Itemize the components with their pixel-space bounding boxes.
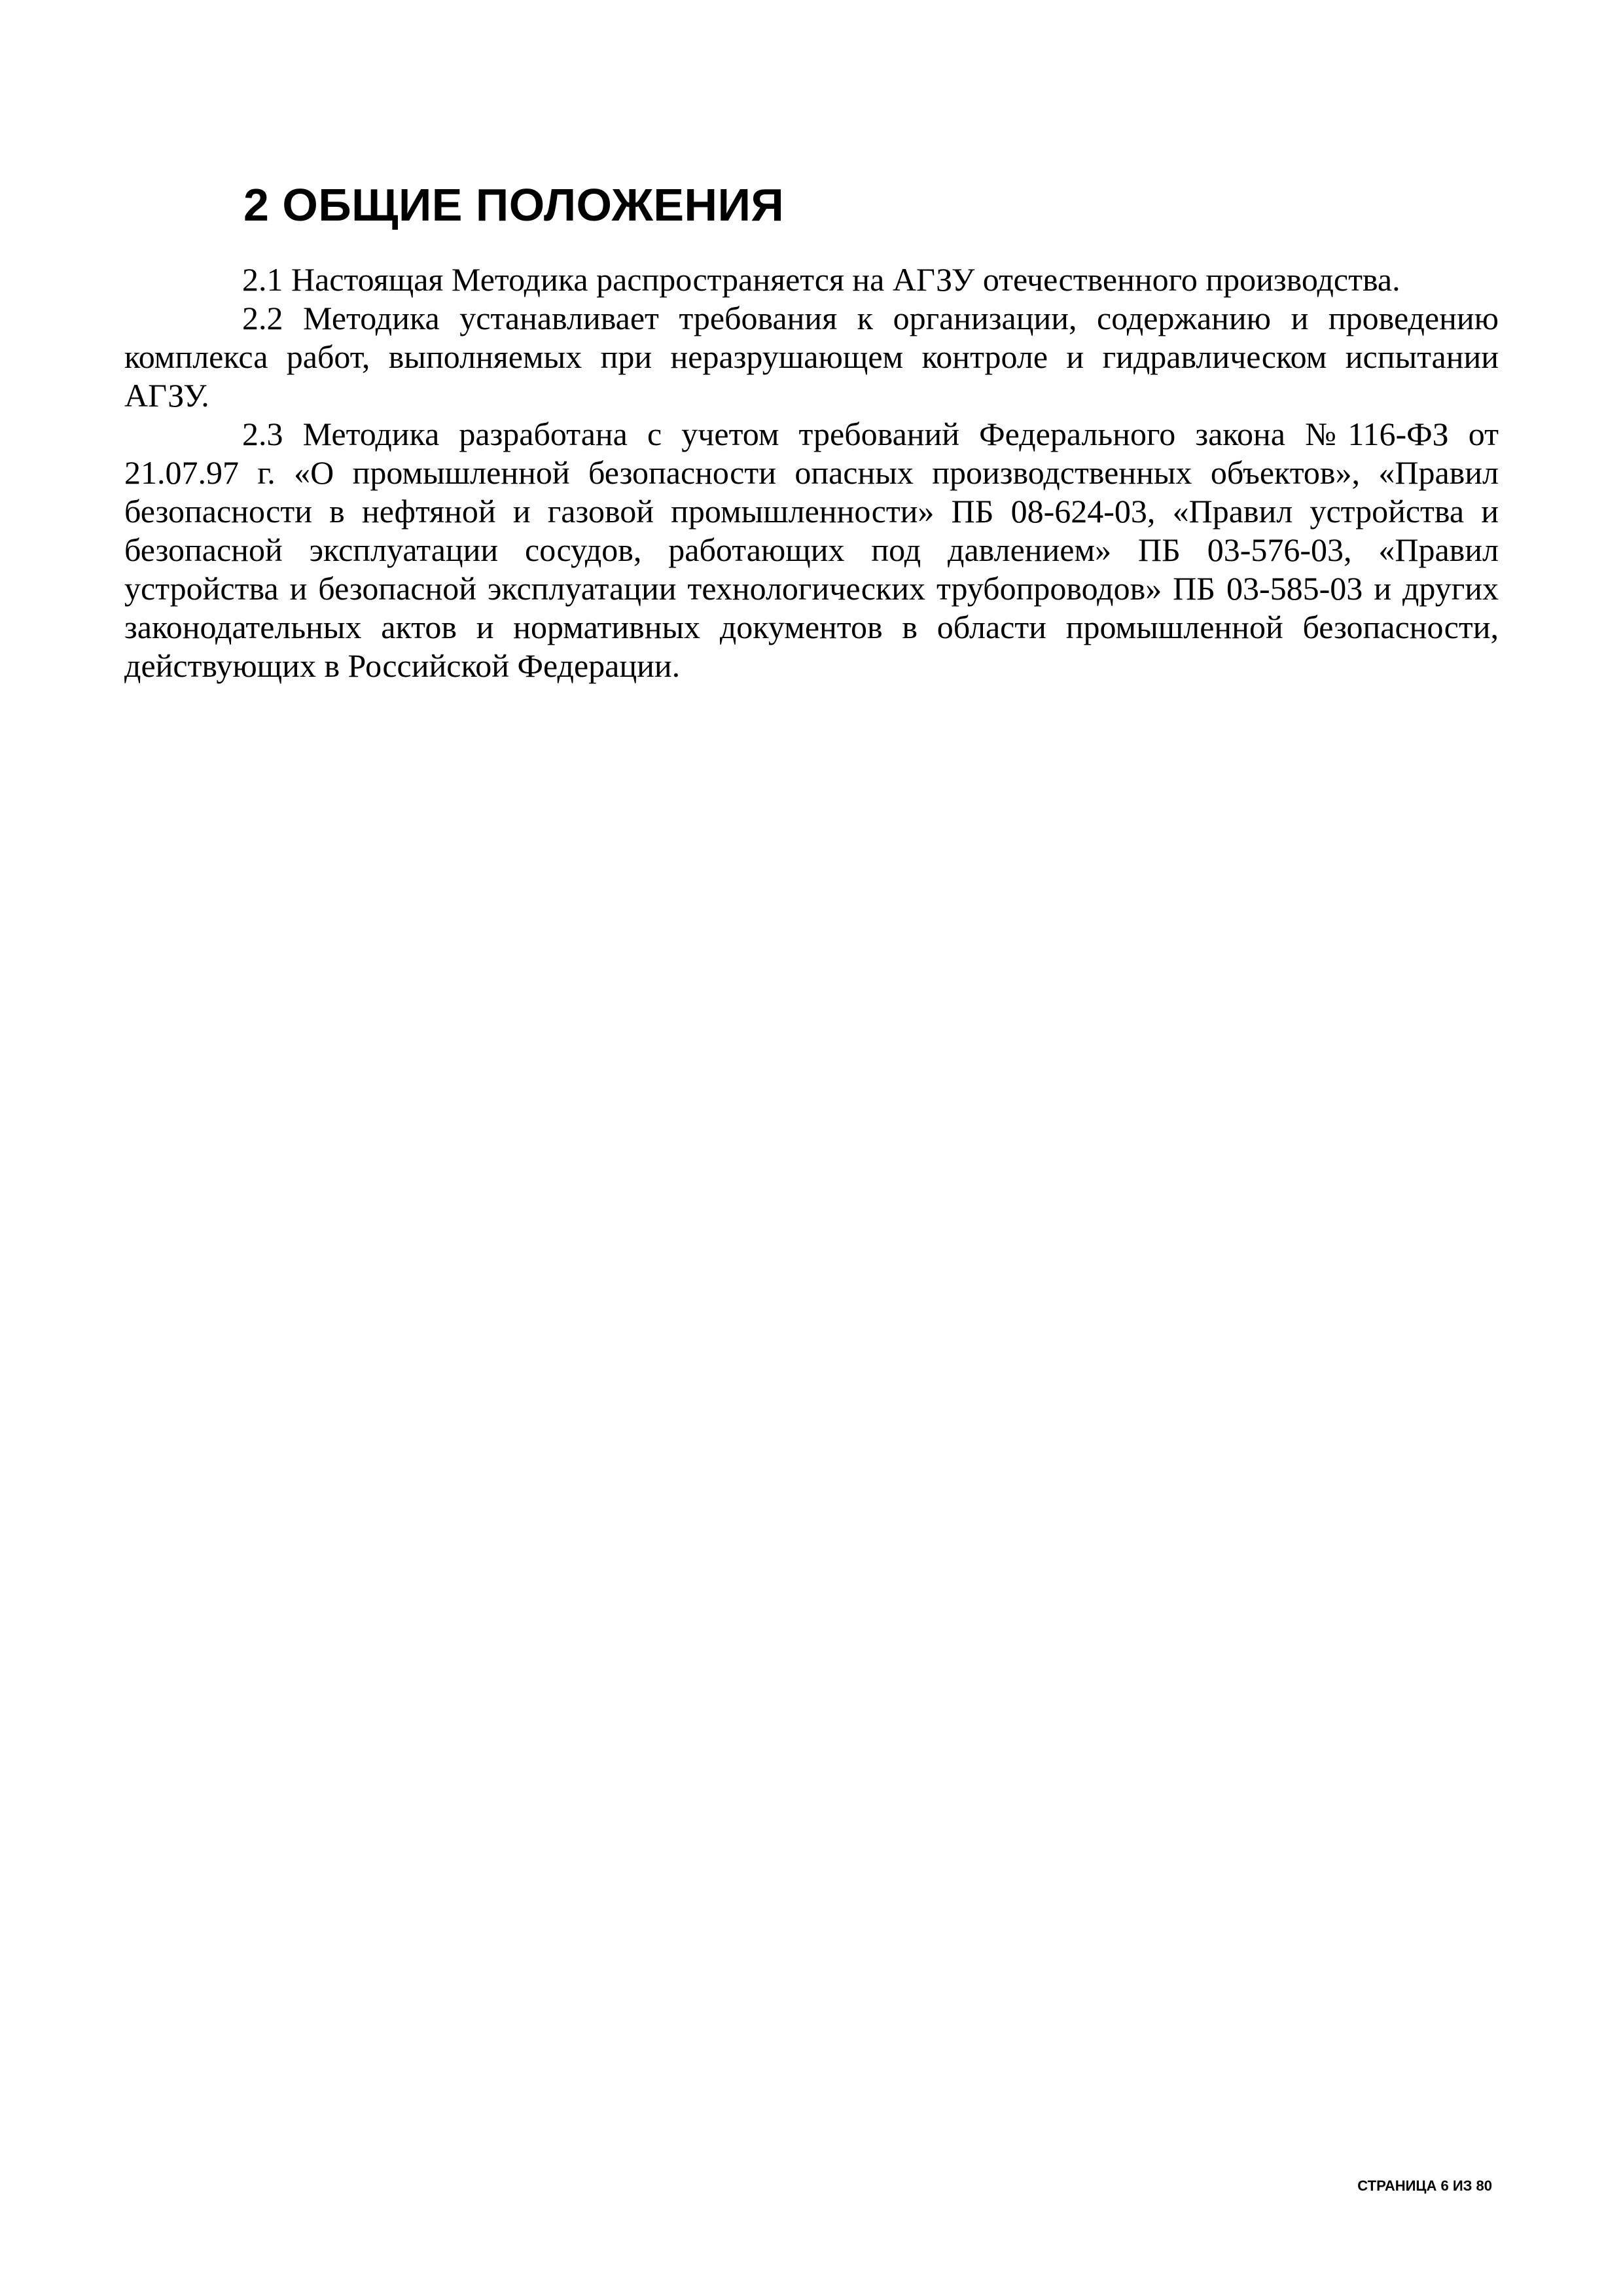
section-heading: 2 ОБЩИЕ ПОЛОЖЕНИЯ bbox=[243, 179, 785, 230]
paragraph-2-3: 2.3 Методика разработана с учетом требований Федерального закона №116-ФЗ от 21.07.97 г. «О промышленной безопасности опасных производственных объектов», «Правил безопасности в нефтяной и газовой промышленности» ПБ 08-624-03, «Правил устройства и безопасной эксплуатации сосудов, работающих под давлением» ПБ 03-576-03, «Правил устройства и безопасной эксплуатации технологических трубопроводов» ПБ 03-585-03 и других законодательных актов и нормативных документов в области промышленной безопасности, действующих в Российской Федерации. bbox=[124, 416, 1499, 684]
paragraph-2-1: 2.1 Настоящая Методика распространяется на АГЗУ отечественного производства. bbox=[242, 261, 1400, 298]
paragraph-2-2: 2.2 Методика устанавливает требования к организации, содержанию и проведению комплекса работ, выполняемых при неразрушающем контроле и гидравлическом испытании АГЗУ. bbox=[124, 300, 1499, 414]
page-number: СТРАНИЦА 6 ИЗ 80 bbox=[1357, 2178, 1492, 2194]
section-body bbox=[124, 260, 1499, 685]
